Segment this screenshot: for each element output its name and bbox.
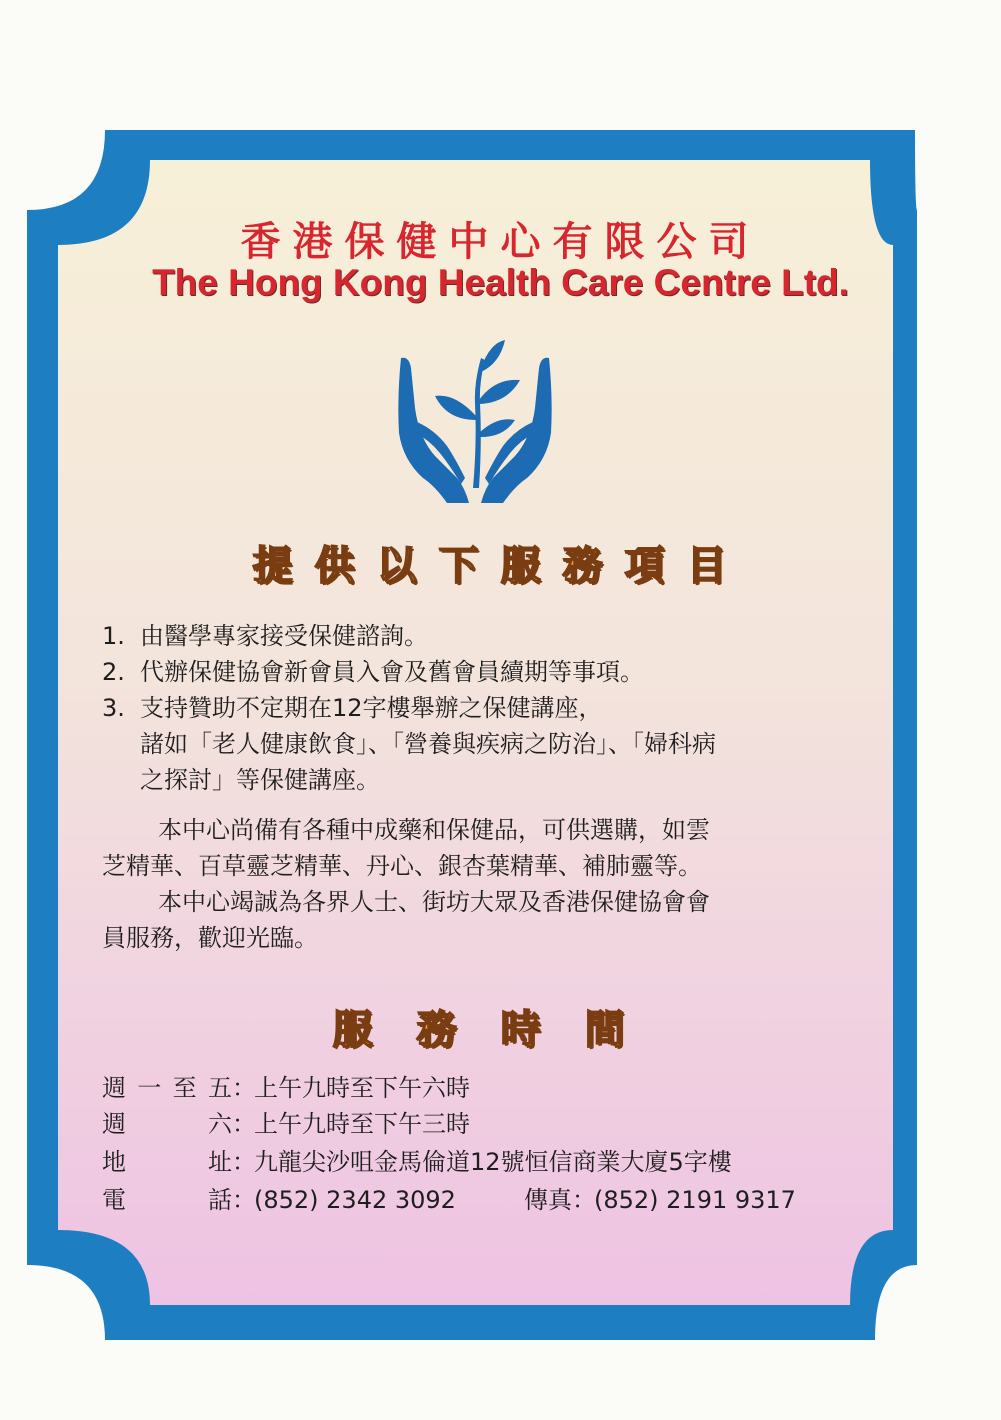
hours-weekday-row: 週一至五：上午九時至下午六時	[102, 1068, 470, 1103]
service-item-text: 支持贊助不定期在12字樓舉辦之保健講座，	[140, 694, 603, 722]
welcome-paragraph-line-2: 員服務，歡迎光臨。	[102, 924, 318, 952]
address-row: 地 址：九龍尖沙咀金馬倫道12號恒信商業大廈5字樓	[102, 1142, 732, 1177]
service-item-3-line-2: 諸如「老人健康飲食」、「營養與疾病之防治」、「婦科病	[140, 730, 716, 758]
service-item-number: 2.	[102, 658, 125, 686]
services-heading: 提供以下服務項目	[252, 543, 749, 589]
products-paragraph-line-1: 本中心尚備有各種中成藥和保健品，可供選購，如雲	[158, 816, 710, 844]
service-item-text: 由醫學專家接受保健諮詢。	[140, 622, 428, 650]
products-paragraph-line-2: 芝精華、百草靈芝精華、丹心、銀杏葉精華、補肺靈等。	[102, 852, 702, 880]
info-value: 上午九時至下午六時	[254, 1074, 470, 1102]
info-label: 地 址	[102, 1148, 232, 1176]
service-item-1	[102, 616, 862, 651]
fax-label: 傳真	[524, 1186, 572, 1214]
service-item-number: 1.	[102, 622, 125, 650]
info-value: 上午九時至下午三時	[254, 1110, 470, 1138]
info-label: 週 六	[102, 1110, 232, 1138]
service-item-number: 3.	[102, 694, 125, 722]
service-item-text: 代辦保健協會新會員入會及舊會員續期等事項。	[140, 658, 644, 686]
hands-holding-plant-icon	[395, 338, 555, 508]
company-name-english: The Hong Kong Health Care Centre Ltd.	[152, 262, 849, 303]
phone-row: 電 話：(852) 2342 3092 傳真：(852) 2191 9317	[102, 1180, 796, 1215]
hours-saturday-row: 週 六：上午九時至下午三時	[102, 1104, 470, 1139]
service-item-3-line-3: 之探討」等保健講座。	[140, 766, 380, 794]
phone-number: (852) 2342 3092	[254, 1186, 456, 1214]
welcome-paragraph-line-1: 本中心竭誠為各界人士、街坊大眾及香港保健協會會	[158, 888, 710, 916]
info-value: 九龍尖沙咀金馬倫道12號恒信商業大廈5字樓	[254, 1148, 732, 1176]
info-label: 週一至五	[102, 1074, 232, 1102]
service-item-2	[102, 652, 862, 687]
company-name-chinese: 香港保健中心有限公司	[240, 219, 761, 265]
hours-heading: 服務時間	[332, 1007, 669, 1053]
fax-number: (852) 2191 9317	[594, 1186, 796, 1214]
service-item-3	[102, 688, 862, 723]
info-label: 電 話	[102, 1186, 232, 1214]
